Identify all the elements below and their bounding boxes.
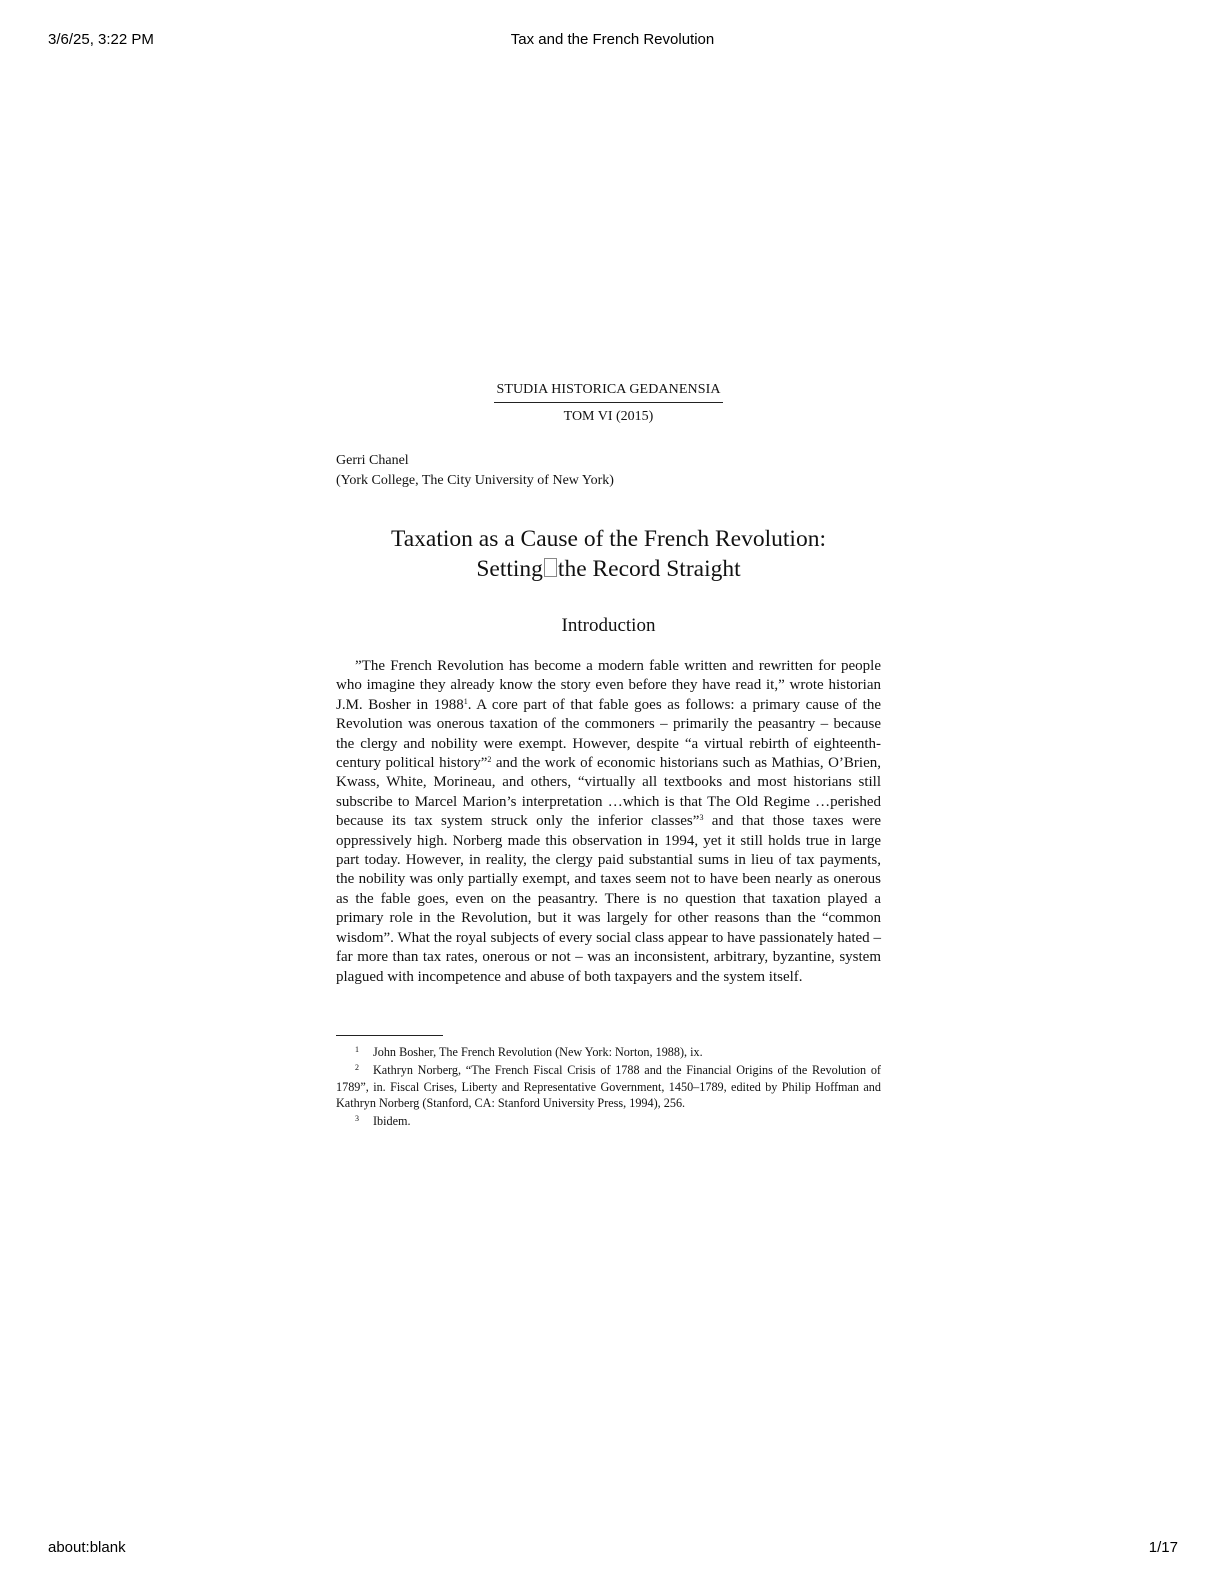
missing-glyph-box-icon [544,558,557,577]
paragraph-text-3: and the work of economic historians such as Mathias, O’Brien, Kwass, White, Morineau, and others, “virtually all textbooks and most historians still subscribe to Marcel Marion’s interpretation …which is that The Old Regime …perished because its tax system struck only the inferior classes” [336,755,881,830]
author-block [336,451,881,491]
title-line-2-part-b: the Record Straight [557,556,741,582]
footnote-ref-3[interactable]: 3 [699,813,704,823]
author-affiliation: (York College, The City University of New York) [336,473,614,488]
print-page-title: Tax and the French Revolution [510,31,715,48]
author-name: Gerri Chanel [336,453,409,468]
print-datetime: 3/6/25, 3:22 PM [48,31,154,48]
footnote-number: 3 [355,1114,359,1124]
footnote-divider [336,1035,443,1036]
journal-volume: TOM VI (2015) [563,409,654,424]
footnotes [336,1042,881,1129]
footnote [336,1060,881,1111]
footnote-number: 1 [355,1044,359,1054]
print-url: about:blank [48,1539,126,1556]
title-line-2-part-a: Setting [476,556,543,582]
footnote-text: John Bosher, The French Revolution (New York: Norton, 1988), ix. [373,1044,703,1059]
title-line-1: Taxation as a Cause of the French Revolution: [391,526,826,552]
body-paragraph [336,657,881,987]
paragraph-text-4: and that those taxes were oppressively high. Norberg made this observation in 1994, yet it still holds true in large part today. However, in reality, the clergy paid substantial sums in lieu of tax payments, the nobility was only partially exempt, and taxes seem not to have been nearly as onerous as the fable goes, even on the peasantry. There is no question that taxation played a primary role in the Revolution, but it was largely for other reasons than the “common wisdom”. What the royal subjects of every social class appear to have passionately hated – far more than tax rates, onerous or not – was an inconsistent, arbitrary, byzantine, system plagued with incompetence and abuse of both taxpayers and the system itself. [336,813,881,985]
footnote [336,1042,881,1060]
footnote-ref-2[interactable]: 2 [487,755,492,765]
footnote-number: 2 [355,1063,359,1073]
footnote-text: Ibidem. [373,1114,411,1129]
footnote-text: Kathryn Norberg, “The French Fiscal Crisis of 1788 and the Financial Origins of the Revolution of 1789”, in. Fiscal Crises, Liberty and Representative Government, 1450–1789, edited by Philip Hoffman and Kathryn Norberg (Stanford, CA: Stanford University Press, 1994), 256. [336,1063,881,1110]
title-line-2 [336,554,881,584]
footnote [336,1111,881,1129]
footnote-ref-1[interactable]: 1 [463,696,468,706]
journal-name: STUDIA HISTORICA GEDANENSIA [494,382,722,403]
article-page [336,380,881,1129]
journal-masthead [336,380,881,425]
article-title [336,524,881,584]
section-heading: Introduction [561,615,656,636]
paragraph-text-1: ”The French Revolution has become a modern fable written and rewritten for people who imagine they already know the story even before they have read it,” wrote historian J.M. Bosher in 1988 [336,658,881,713]
paragraph-text-2: . A core part of that fable goes as follows: a primary cause of the Revolution was onerous taxation of the commoners – primarily the peasantry – because the clergy and nobility were exempt. However, despite “a virtual rebirth of eighteenth-century political history” [336,696,882,772]
print-page-counter: 1/17 [1148,1539,1178,1556]
